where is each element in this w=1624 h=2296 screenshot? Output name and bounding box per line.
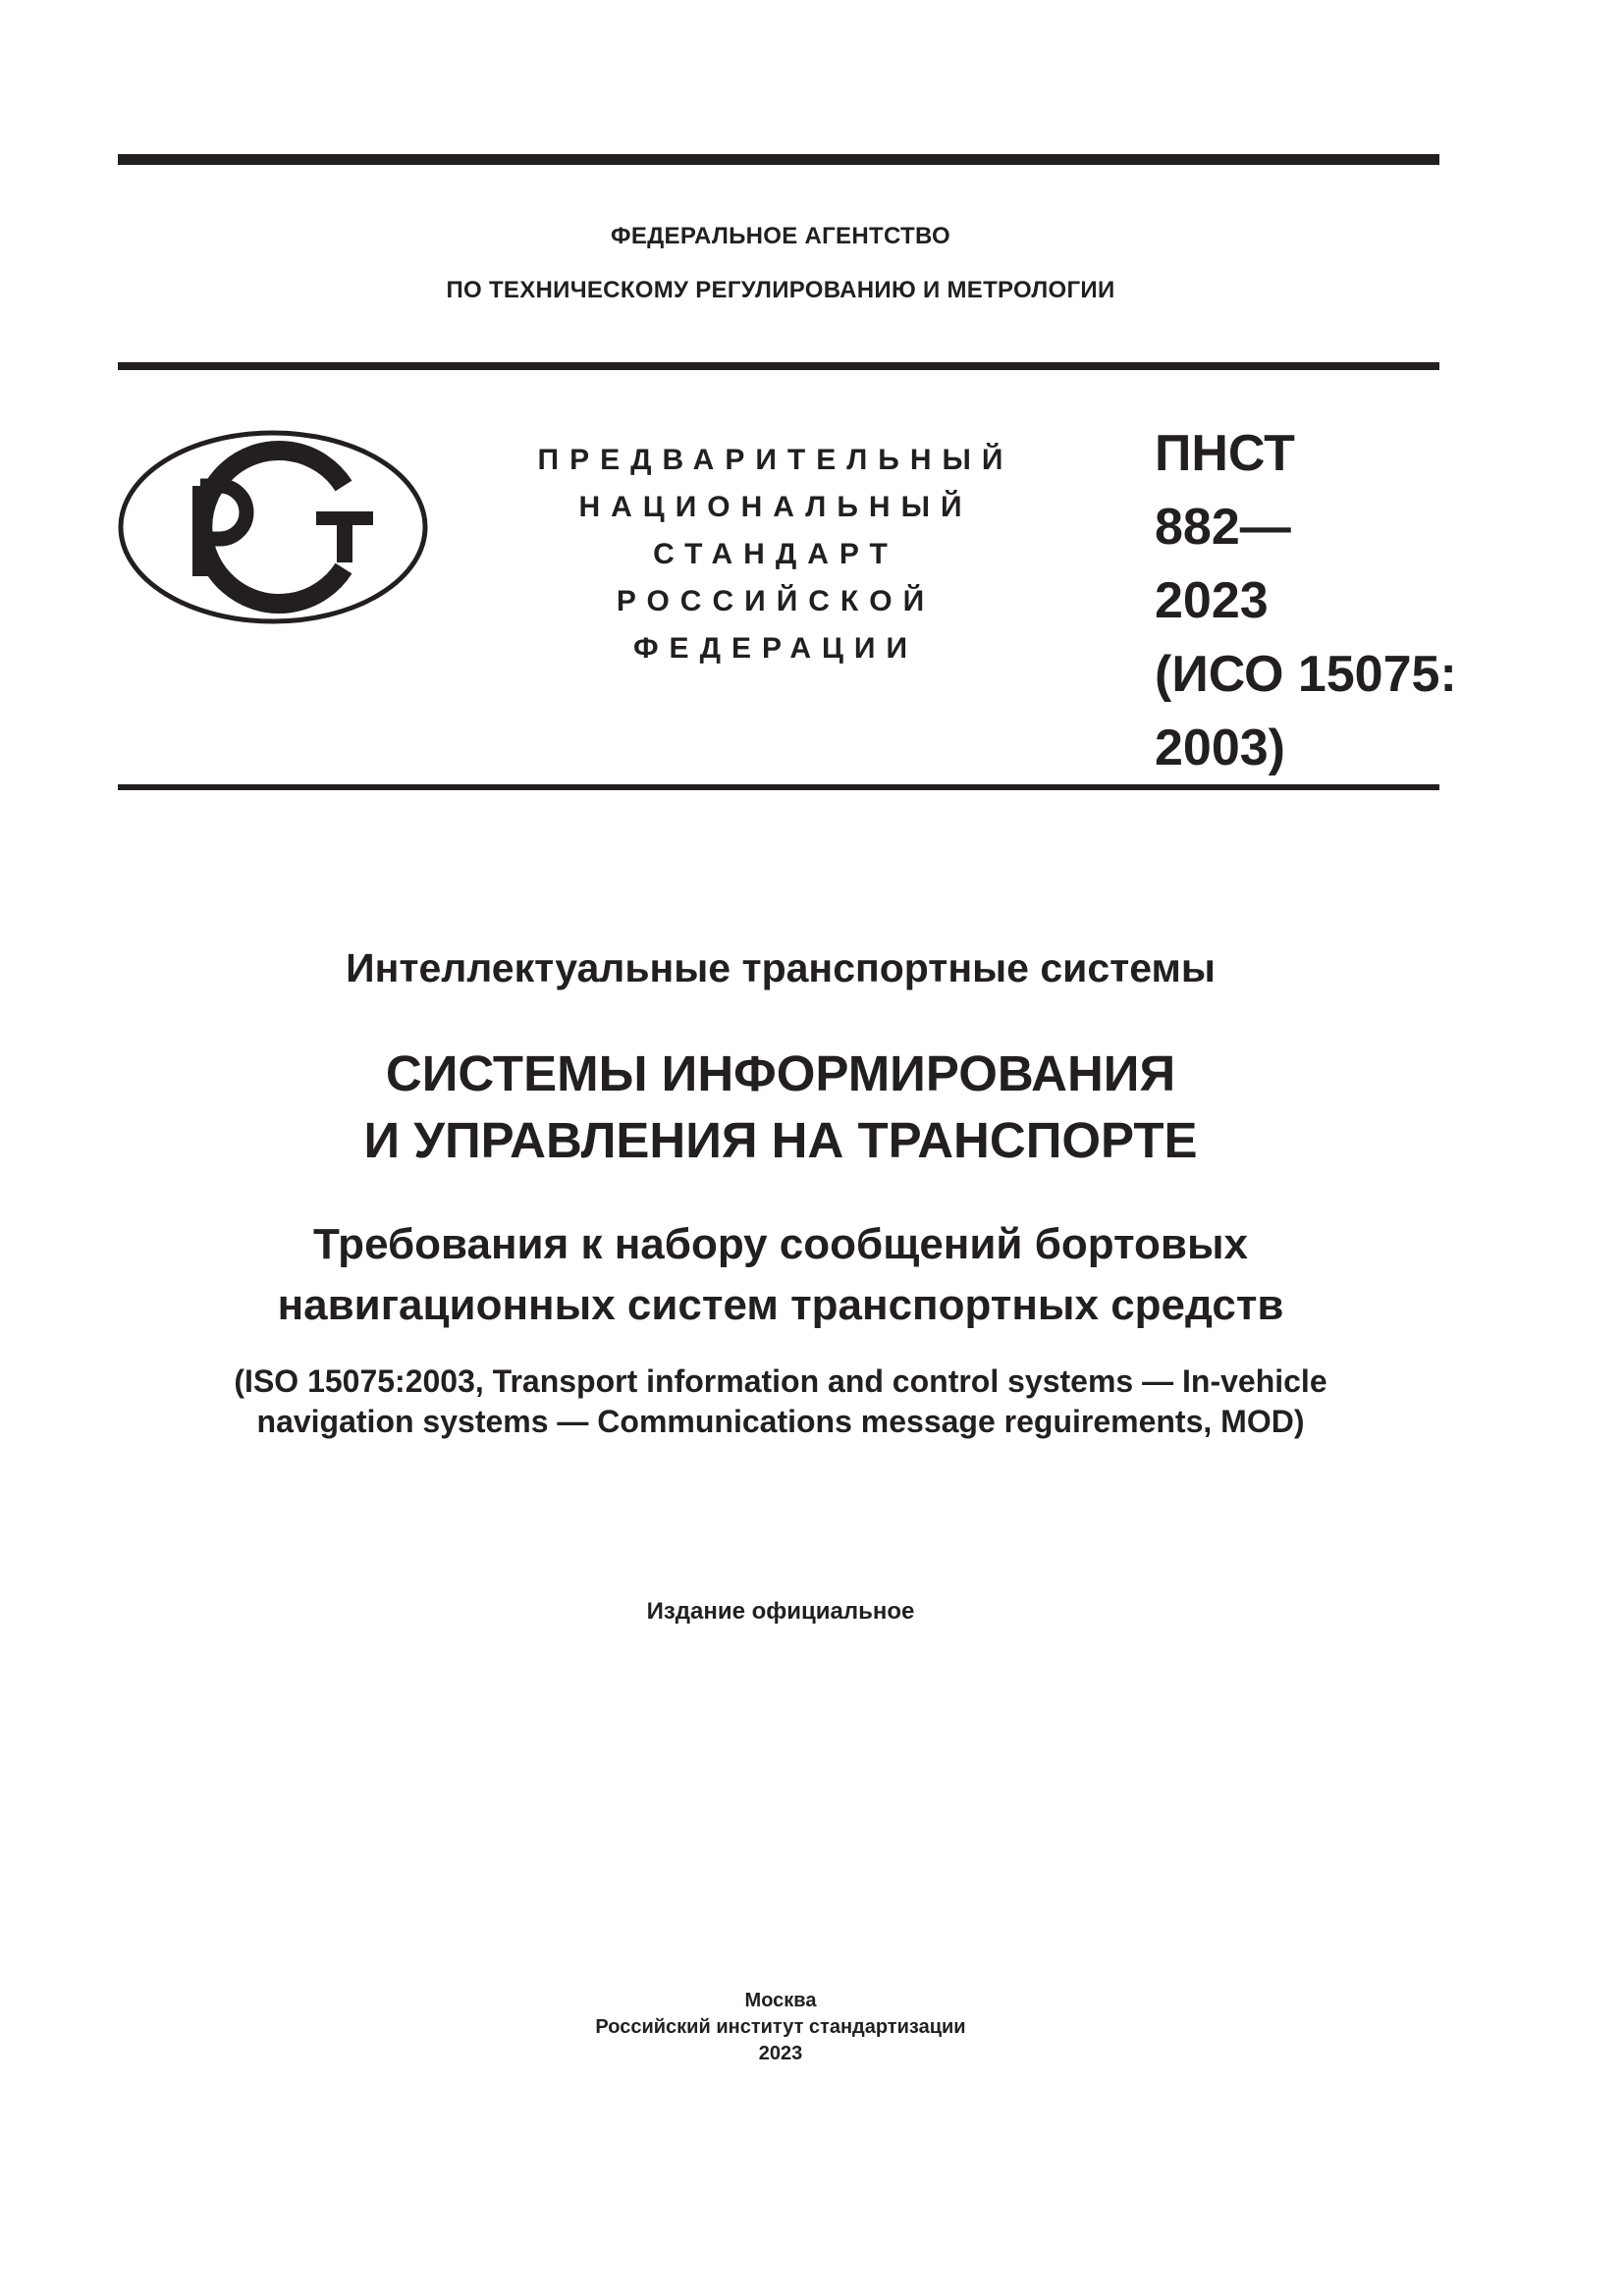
designation-line: 882— xyxy=(1155,499,1291,556)
main-title xyxy=(0,1041,1561,1174)
iso-reference-line: navigation systems — Communications message reguirements, MOD) xyxy=(256,1404,1305,1439)
imprint xyxy=(0,1988,1561,2067)
standard-type-line: РОССИЙСКОЙ xyxy=(616,585,936,617)
middle-rule xyxy=(118,362,1439,370)
subtitle-line: Требования к набору сообщений бортовых xyxy=(312,1220,1248,1268)
imprint-year: 2023 xyxy=(758,2043,803,2064)
main-title-line: СИСТЕМЫ ИНФОРМИРОВАНИЯ xyxy=(385,1045,1176,1101)
standard-type-line: СТАНДАРТ xyxy=(653,538,898,570)
subtitle xyxy=(0,1214,1561,1336)
designation-line: ПНСТ xyxy=(1155,425,1295,482)
main-title-line: И УПРАВЛЕНИЯ НА ТРАНСПОРТЕ xyxy=(363,1112,1198,1168)
subject-title: Интеллектуальные транспортные системы xyxy=(346,945,1216,990)
agency-name-line-2: ПО ТЕХНИЧЕСКОМУ РЕГУЛИРОВАНИЮ И МЕТРОЛОГИИ xyxy=(446,277,1115,303)
iso-reference-line: (ISO 15075:2003, Transport information and control systems — In-vehicle xyxy=(234,1363,1327,1399)
standard-type-line: НАЦИОНАЛЬНЫЙ xyxy=(578,491,973,523)
agency-name-line-1: ФЕДЕРАЛЬНОЕ АГЕНТСТВО xyxy=(611,223,950,249)
standard-type-line: ПРЕДВАРИТЕЛЬНЫЙ xyxy=(537,444,1014,476)
imprint-publisher: Российский институт стандартизации xyxy=(595,2016,966,2038)
imprint-city: Москва xyxy=(744,1990,817,2011)
iso-reference xyxy=(0,1362,1561,1442)
standard-type-label xyxy=(501,437,1051,672)
gost-logo-icon xyxy=(116,429,430,625)
bottom-rule xyxy=(118,784,1439,790)
edition-note: Издание официальное xyxy=(646,1598,915,1625)
designation-line: 2003) xyxy=(1155,720,1285,776)
standard-designation xyxy=(1155,417,1457,785)
top-rule xyxy=(118,154,1439,165)
standard-type-line: ФЕДЕРАЦИИ xyxy=(632,632,919,665)
subtitle-line: навигационных систем транспортных средств xyxy=(277,1281,1284,1329)
designation-line: 2023 xyxy=(1155,572,1269,629)
designation-line: (ИСО 15075: xyxy=(1155,646,1457,703)
